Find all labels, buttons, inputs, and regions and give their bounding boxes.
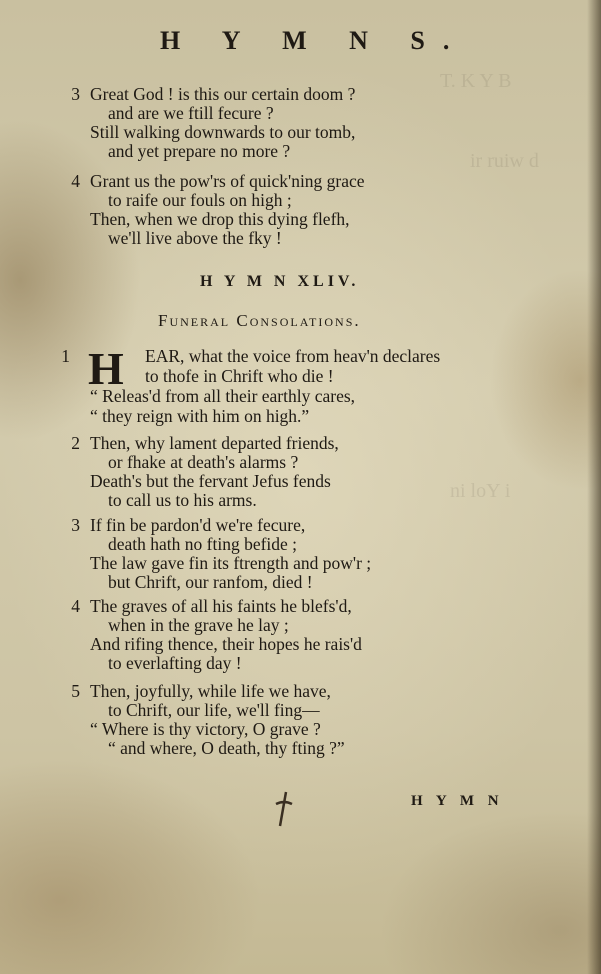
verse-line: Still walking downwards to our tomb, [90, 122, 356, 142]
verse-line: If fin be pardon'd we're fecure, [90, 515, 306, 535]
verse-line: The graves of all his faints he blefs'd, [90, 596, 352, 616]
stanza-number: 4 [71, 171, 80, 191]
verse-line: Then, joyfully, while life we have, [90, 681, 331, 701]
hymn-title: H Y M N XLIV. [200, 273, 360, 290]
stanza-number: 3 [71, 84, 80, 104]
hymn-subtitle: Funeral Consolations. [158, 311, 361, 330]
verse-line: “ they reign with him on high.” [90, 406, 310, 426]
drop-cap: H [88, 343, 124, 394]
verse-line: and yet prepare no more ? [108, 141, 291, 161]
stanza-number: 1 [61, 346, 70, 366]
verse-line: “ Releas'd from all their earthly cares, [90, 386, 356, 406]
verse-line: “ and where, O death, thy fting ?” [108, 738, 345, 758]
verse-line: death hath no fting befide ; [108, 534, 298, 554]
stanza-number: 4 [71, 596, 80, 616]
verse-line: and are we ftill fecure ? [108, 103, 274, 123]
verse-line: or fhake at death's alarms ? [108, 452, 299, 472]
verse-line: Death's but the fervant Jefus fends [90, 471, 331, 491]
signature-mark [272, 790, 296, 838]
verse-line: when in the grave he lay ; [108, 615, 289, 635]
stanza-number: 3 [71, 515, 80, 535]
bleed-through-text: T. K Y B [440, 70, 512, 92]
bleed-through-text: ir ruiw d [470, 150, 539, 172]
verse-line: to call us to his arms. [108, 490, 257, 510]
verse-line: And rifing thence, their hopes he rais'd [90, 634, 362, 654]
verse-line: Great God ! is this our certain doom ? [90, 84, 356, 104]
verse-line: EAR, what the voice from heav'n declares [145, 346, 441, 366]
running-head: H Y M N S. [160, 26, 468, 55]
verse-line: to Chrift, our life, we'll fing— [108, 700, 320, 720]
bleed-through-text: ni loY i [450, 480, 511, 502]
catchword: H Y M N [411, 793, 504, 809]
verse-line: we'll live above the fky ! [108, 228, 282, 248]
verse-line: Grant us the pow'rs of quick'ning grace [90, 171, 365, 191]
stanza-number: 5 [71, 681, 80, 701]
verse-line: to raife our fouls on high ; [108, 190, 292, 210]
verse-line: “ Where is thy victory, O grave ? [90, 719, 321, 739]
verse-line: but Chrift, our ranfom, died ! [108, 572, 313, 592]
verse-line: Then, why lament departed friends, [90, 433, 339, 453]
verse-line: to everlafting day ! [108, 653, 242, 673]
verse-line: The law gave fin its ftrength and pow'r ; [90, 553, 372, 573]
stanza-number: 2 [71, 433, 80, 453]
verse-line: Then, when we drop this dying flefh, [90, 209, 350, 229]
page-edge-shadow [587, 0, 601, 974]
signature-mark-icon [272, 790, 296, 830]
verse-line: to thofe in Chrift who die ! [145, 366, 334, 386]
